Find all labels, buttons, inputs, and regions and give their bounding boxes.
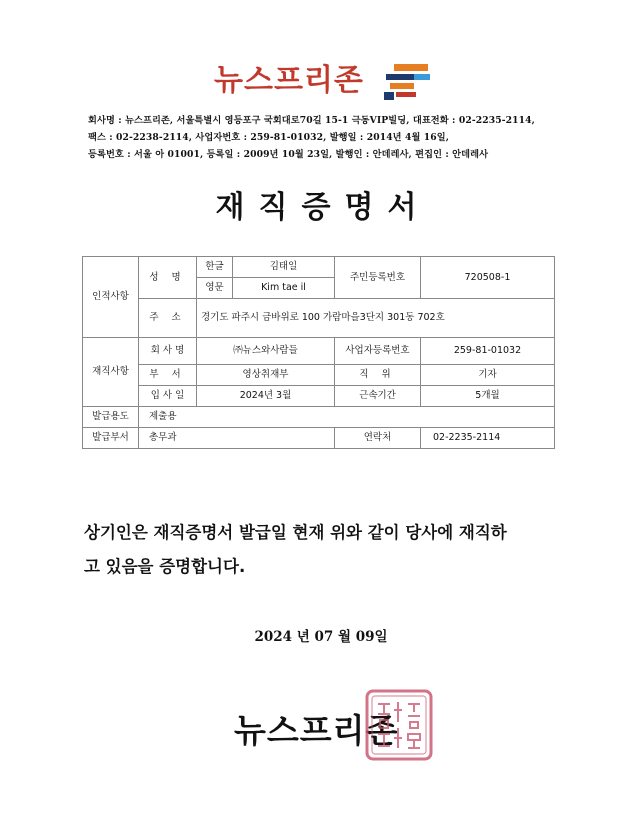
logo-text: 뉴스프리존 [214, 63, 364, 98]
table-row [83, 365, 555, 386]
resident-label: 주민등록번호 [335, 257, 421, 299]
logo-mark-icon [384, 64, 434, 102]
resident-value: 720508-1 [421, 257, 555, 299]
position-value: 기자 [421, 365, 555, 386]
address-value: 경기도 파주시 금바위로 100 가람마을3단지 301동 702호 [197, 299, 555, 338]
document-title: 재직증명서 [215, 190, 431, 225]
table-row [83, 257, 555, 278]
table-row [83, 386, 555, 407]
table-row [83, 428, 555, 449]
table-row [83, 338, 555, 365]
purpose-label: 발급용도 [83, 407, 139, 428]
table-row [83, 407, 555, 428]
english-label: 영문 [197, 278, 233, 299]
dept-label: 부 서 [139, 365, 197, 386]
personal-section-label: 인적사항 [83, 257, 139, 338]
position-label: 직 위 [335, 365, 421, 386]
employment-table [82, 256, 555, 449]
company-value: ㈜뉴스와사람들 [197, 338, 335, 365]
issuer-value: 총무과 [139, 428, 335, 449]
name-label: 성 명 [139, 257, 197, 299]
purpose-value: 제출용 [139, 407, 555, 428]
company-seal-icon [364, 688, 434, 762]
company-logo [214, 62, 434, 104]
contact-value: 02-2235-2114 [421, 428, 555, 449]
tenure-value: 5개월 [421, 386, 555, 407]
company-signature: 뉴스프리존 [234, 711, 399, 750]
company-info-line: 팩스 : 02-2238-2114, 사업자번호 : 259-81-01032, 발행일 : 2014년 4월 16일, [88, 132, 449, 143]
korean-name: 김태일 [233, 257, 335, 278]
statement-line: 고 있음을 증명합니다. [84, 557, 246, 576]
issuer-label: 발급부서 [83, 428, 139, 449]
address-label: 주 소 [139, 299, 197, 338]
bizno-label: 사업자등록번호 [335, 338, 421, 365]
joined-label: 입 사 일 [139, 386, 197, 407]
english-name: Kim tae il [233, 278, 335, 299]
employment-section-label: 재직사항 [83, 338, 139, 407]
contact-label: 연락처 [335, 428, 421, 449]
issue-date: 2024 년 07 월 09일 [254, 629, 388, 645]
company-info-line: 등록번호 : 서울 아 01001, 등록일 : 2009년 10월 23일, 발행인 : 안데레사, 편집인 : 안데레사 [88, 149, 489, 160]
company-info-line: 회사명 : 뉴스프리존, 서울특별시 영등포구 국회대로70길 15-1 극동VIP빌딩, 대표전화 : 02-2235-2114, [88, 115, 535, 126]
company-info [88, 112, 558, 163]
joined-value: 2024년 3월 [197, 386, 335, 407]
bizno-value: 259-81-01032 [421, 338, 555, 365]
statement-line: 상기인은 재직증명서 발급일 현재 위와 같이 당사에 재직하 [84, 523, 507, 542]
tenure-label: 근속기간 [335, 386, 421, 407]
dept-value: 영상취재부 [197, 365, 335, 386]
table-row [83, 299, 555, 338]
korean-label: 한글 [197, 257, 233, 278]
certification-statement [84, 516, 564, 584]
company-label: 회 사 명 [139, 338, 197, 365]
